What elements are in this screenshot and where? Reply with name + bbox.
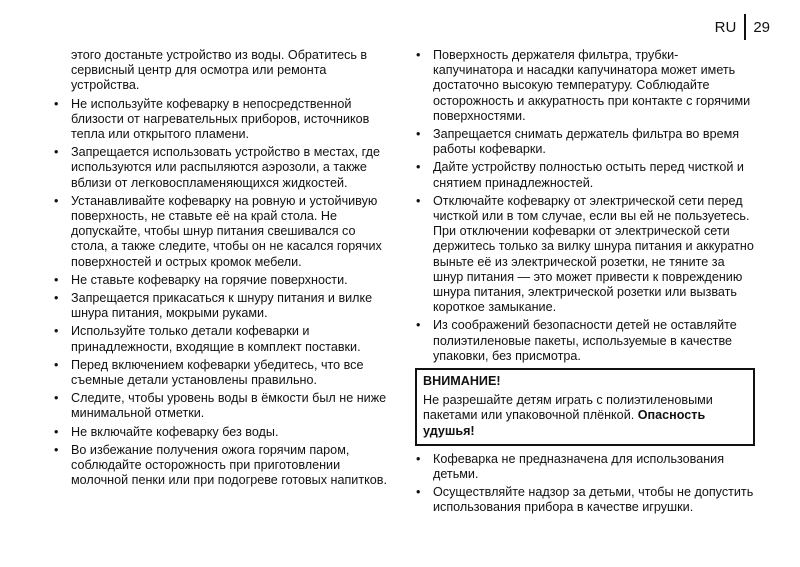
warning-box <box>415 368 755 446</box>
list-item <box>415 160 755 190</box>
language-code: RU <box>714 18 737 36</box>
list-item <box>53 425 388 440</box>
bullet-icon: • <box>54 193 59 208</box>
list-item-text: Отключайте кофеварку от электрической сети перед чисткой или в том случае, если вы ей не пользуетесь. При отключении кофеварки от электрической сети держитесь только за вилку шнура питания и аккуратно выньте её из электрической розетки, не тяните за шнур питания — это может привести к повреждению шнура питания, электрической розетки или вызвать короткое замыкание. <box>433 193 754 315</box>
list-item <box>415 485 755 515</box>
list-item-text: Из соображений безопасности детей не оставляйте полиэтиленовые пакеты, используемые в качестве упаковки, без присмотра. <box>433 318 737 363</box>
bullet-icon: • <box>54 96 59 111</box>
warning-text: Не разрешайте детям играть с полиэтиленовыми пакетами или упаковочной плёнкой. <box>423 393 713 423</box>
list-item <box>415 318 755 364</box>
bullet-icon: • <box>54 324 59 339</box>
list-item-text: Дайте устройству полностью остыть перед чисткой и снятием принадлежностей. <box>433 160 744 190</box>
warning-title: ВНИМАНИЕ! <box>423 374 501 389</box>
page-header <box>715 14 770 40</box>
page-number: 29 <box>753 18 770 36</box>
bullet-icon: • <box>54 272 59 287</box>
list-item-text: Запрещается снимать держатель фильтра во время работы кофеварки. <box>433 127 740 157</box>
list-item-text: Не включайте кофеварку без воды. <box>71 424 279 439</box>
list-item-text: Не используйте кофеварку в непосредственной близости от нагревательных приборов, источников тепла или открытого пламени. <box>71 96 370 142</box>
bullet-icon: • <box>416 127 421 142</box>
list-item <box>53 443 388 489</box>
list-item-text: Запрещается использовать устройство в местах, где используются или распыляются аэрозоли, а также вблизи от легковоспламеняющихся жидкостей. <box>71 145 380 190</box>
list-item-text: Используйте только детали кофеварки и принадлежности, входящие в комплект поставки. <box>71 324 361 354</box>
warning-body <box>423 393 747 439</box>
list-item <box>53 358 388 388</box>
list-item-text: Поверхность держателя фильтра, трубки-капучинатора и насадки капучинатора может иметь достаточно высокую температуру. Соблюдайте осторожность и аккуратность при контакте с горячими поверхностями. <box>433 48 751 123</box>
list-item-text: Устанавливайте кофеварку на ровную и устойчивую поверхность, не ставьте её на край стола. Не допускайте, чтобы шнур питания свешивался со стола, а также следите, чтобы он не касался горячих поверхностей и острых кромок мебели. <box>71 193 382 269</box>
list-item-text: Кофеварка не предназначена для использования детьми. <box>433 451 725 482</box>
list-item-text: Не ставьте кофеварку на горячие поверхности. <box>71 272 348 287</box>
right-bullet-list <box>415 48 755 364</box>
bullet-icon: • <box>416 48 421 62</box>
right-bullet-list-after <box>415 452 755 516</box>
bullet-icon: • <box>416 160 421 175</box>
bullet-icon: • <box>54 145 59 160</box>
bullet-icon: • <box>54 442 59 457</box>
list-item <box>53 273 388 288</box>
bullet-icon: • <box>416 451 421 466</box>
list-item-text: Перед включением кофеварки убедитесь, что все съемные детали установлены правильно. <box>71 357 364 388</box>
bullet-icon: • <box>54 357 59 372</box>
bullet-icon: • <box>54 424 59 439</box>
list-item-text: Следите, чтобы уровень воды в ёмкости был не ниже минимальной отметки. <box>71 391 387 421</box>
bullet-icon: • <box>416 485 421 500</box>
bullet-icon: • <box>54 291 59 306</box>
bullet-icon: • <box>416 193 421 208</box>
list-item <box>53 324 388 354</box>
continuation-paragraph: этого достаньте устройство из воды. Обратитесь в сервисный центр для осмотра или ремонта устройства. <box>71 48 368 93</box>
left-bullet-list <box>53 97 388 489</box>
list-item-text: Во избежание получения ожога горячим паром, соблюдайте осторожность при приготовлении молочной пенки или при подогреве готовых напитков. <box>71 442 387 488</box>
bullet-icon: • <box>54 391 59 406</box>
list-item <box>53 194 388 270</box>
list-item <box>415 452 755 482</box>
list-item <box>53 391 388 421</box>
right-column <box>415 48 755 519</box>
list-item <box>53 145 388 191</box>
list-item <box>415 127 755 157</box>
left-column <box>53 48 388 491</box>
list-item <box>53 291 388 321</box>
warning-emphasis: Опасность удушья! <box>423 408 706 438</box>
bullet-icon: • <box>416 318 421 333</box>
list-item <box>53 97 388 143</box>
list-item-text: Запрещается прикасаться к шнуру питания и вилке шнура питания, мокрыми руками. <box>71 291 373 321</box>
list-item <box>415 48 755 124</box>
list-item-text: Осуществляйте надзор за детьми, чтобы не допустить использования прибора в качестве игрушки. <box>433 485 754 515</box>
list-item <box>415 194 755 316</box>
